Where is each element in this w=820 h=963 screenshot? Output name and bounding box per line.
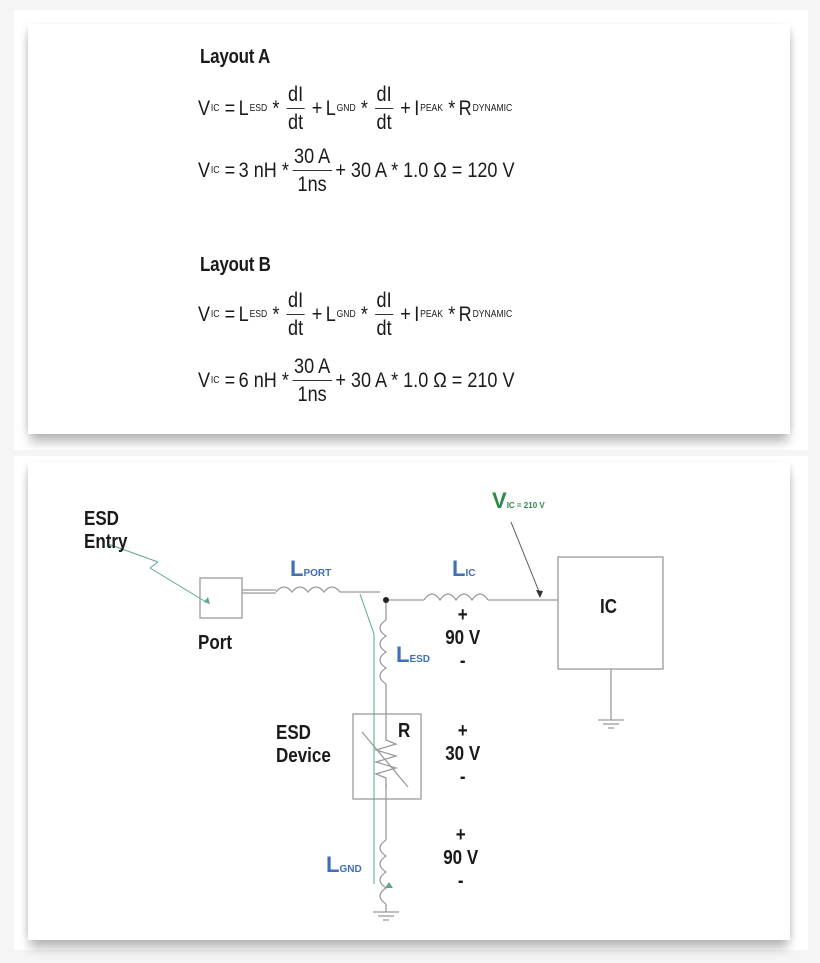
plus: + (400, 302, 411, 326)
minus-sign: - (457, 870, 464, 892)
sub: IC (210, 103, 220, 114)
numerator: dI (286, 290, 305, 315)
sub: IC (210, 165, 220, 176)
i-symbol: I (414, 96, 420, 120)
numerator: dI (286, 84, 305, 109)
port-box (200, 578, 242, 618)
esd-device-line2: Device (276, 745, 331, 767)
plus: + (400, 96, 411, 120)
i-symbol: I (414, 302, 420, 326)
l-port-inductor (276, 587, 380, 592)
l-gnd-label (326, 852, 362, 878)
denominator: dt (376, 111, 392, 134)
sub: ESD (249, 309, 268, 320)
numerator: dI (375, 84, 394, 109)
multiply: * (360, 96, 368, 120)
fraction (286, 84, 305, 133)
r-symbol: R (458, 96, 472, 120)
v-symbol: V (492, 488, 507, 513)
port-label: Port (198, 632, 232, 654)
l-symbol: L (325, 96, 336, 120)
layout-b-heading: Layout B (200, 254, 271, 276)
sub: ESD (409, 654, 431, 665)
denominator: dt (288, 317, 304, 340)
calc-result: + 30 A * 1.0 Ω = 120 V (335, 158, 515, 182)
sub: GND (336, 103, 356, 114)
multiply: * (360, 302, 368, 326)
calc-part: 6 nH * (238, 368, 289, 392)
l-port-label (290, 556, 331, 582)
voltage-value: 90 V (445, 627, 481, 649)
sub: ESD (249, 103, 268, 114)
esd-device-line1: ESD (276, 722, 311, 744)
plus: + (311, 96, 323, 120)
l-symbol: L (238, 302, 249, 326)
resistor-label: R (398, 720, 411, 742)
fraction (286, 290, 305, 339)
fraction (292, 356, 332, 405)
ic-label: IC (600, 596, 617, 618)
voltage-drop-l-esd (444, 604, 481, 673)
l-symbol: L (290, 556, 304, 581)
equals: = (224, 96, 236, 120)
v-symbol: V (198, 302, 211, 326)
sub: IC (210, 309, 220, 320)
esd-current-path (360, 594, 374, 884)
multiply: * (448, 96, 456, 120)
denominator: 1ns (297, 383, 327, 406)
denominator: dt (288, 111, 304, 134)
sub: IC (210, 375, 220, 386)
schematic-panel (28, 462, 790, 940)
v-symbol: V (198, 158, 211, 182)
multiply: * (448, 302, 456, 326)
layout-a-heading: Layout A (200, 46, 271, 68)
plus: + (311, 302, 323, 326)
fraction (375, 290, 394, 339)
l-symbol: L (396, 642, 410, 667)
l-symbol: L (326, 852, 340, 877)
plus-sign: + (457, 720, 468, 742)
equals: = (224, 302, 236, 326)
sub: DYNAMIC (472, 103, 513, 114)
sub: IC = 210 V (506, 501, 545, 510)
calc-result: + 30 A * 1.0 Ω = 210 V (335, 368, 515, 392)
equals: = (224, 368, 236, 392)
plus-sign: + (457, 604, 468, 626)
v-ic-label (492, 488, 545, 514)
calc-part: 3 nH * (238, 158, 289, 182)
sub: GND (339, 864, 362, 875)
layout-a-calculation (198, 146, 515, 195)
esd-device-box (353, 714, 421, 799)
voltage-value: 30 V (445, 743, 481, 765)
sub: PORT (303, 568, 332, 579)
voltage-value: 90 V (443, 847, 479, 869)
layout-b-calculation (198, 356, 515, 405)
sub: DYNAMIC (472, 309, 513, 320)
plus-sign: + (455, 824, 466, 846)
equals: = (224, 158, 236, 182)
layout-b-formula (198, 290, 514, 339)
esd-circuit-schematic (28, 462, 790, 940)
denominator: 1ns (297, 173, 327, 196)
l-symbol: L (325, 302, 336, 326)
numerator: dI (375, 290, 394, 315)
equations-panel (28, 24, 790, 434)
sub: GND (336, 309, 356, 320)
r-symbol: R (458, 302, 472, 326)
sub: PEAK (420, 103, 444, 114)
v-symbol: V (198, 368, 211, 392)
fraction (375, 84, 394, 133)
fraction (292, 146, 332, 195)
sub: PEAK (420, 309, 444, 320)
l-symbol: L (238, 96, 249, 120)
esd-entry-line1: ESD (84, 508, 119, 530)
l-ic-inductor (424, 594, 488, 600)
multiply: * (272, 96, 280, 120)
l-ic-label (452, 556, 475, 582)
minus-sign: - (459, 650, 466, 672)
sub: IC (465, 568, 476, 579)
esd-entry-label (84, 508, 127, 554)
voltage-drop-r (444, 720, 481, 789)
l-gnd-inductor (380, 840, 386, 904)
voltage-drop-l-gnd (442, 824, 479, 893)
v-symbol: V (198, 96, 211, 120)
numerator: 30 A (292, 146, 332, 171)
numerator: 30 A (292, 356, 332, 381)
esd-device-label (276, 722, 331, 768)
esd-entry-line2: Entry (84, 531, 128, 553)
minus-sign: - (459, 766, 466, 788)
denominator: dt (376, 317, 392, 340)
l-esd-inductor (380, 620, 386, 684)
junction-dot (383, 597, 389, 603)
l-symbol: L (452, 556, 466, 581)
multiply: * (272, 302, 280, 326)
l-esd-label (396, 642, 430, 668)
layout-a-formula (198, 84, 514, 133)
